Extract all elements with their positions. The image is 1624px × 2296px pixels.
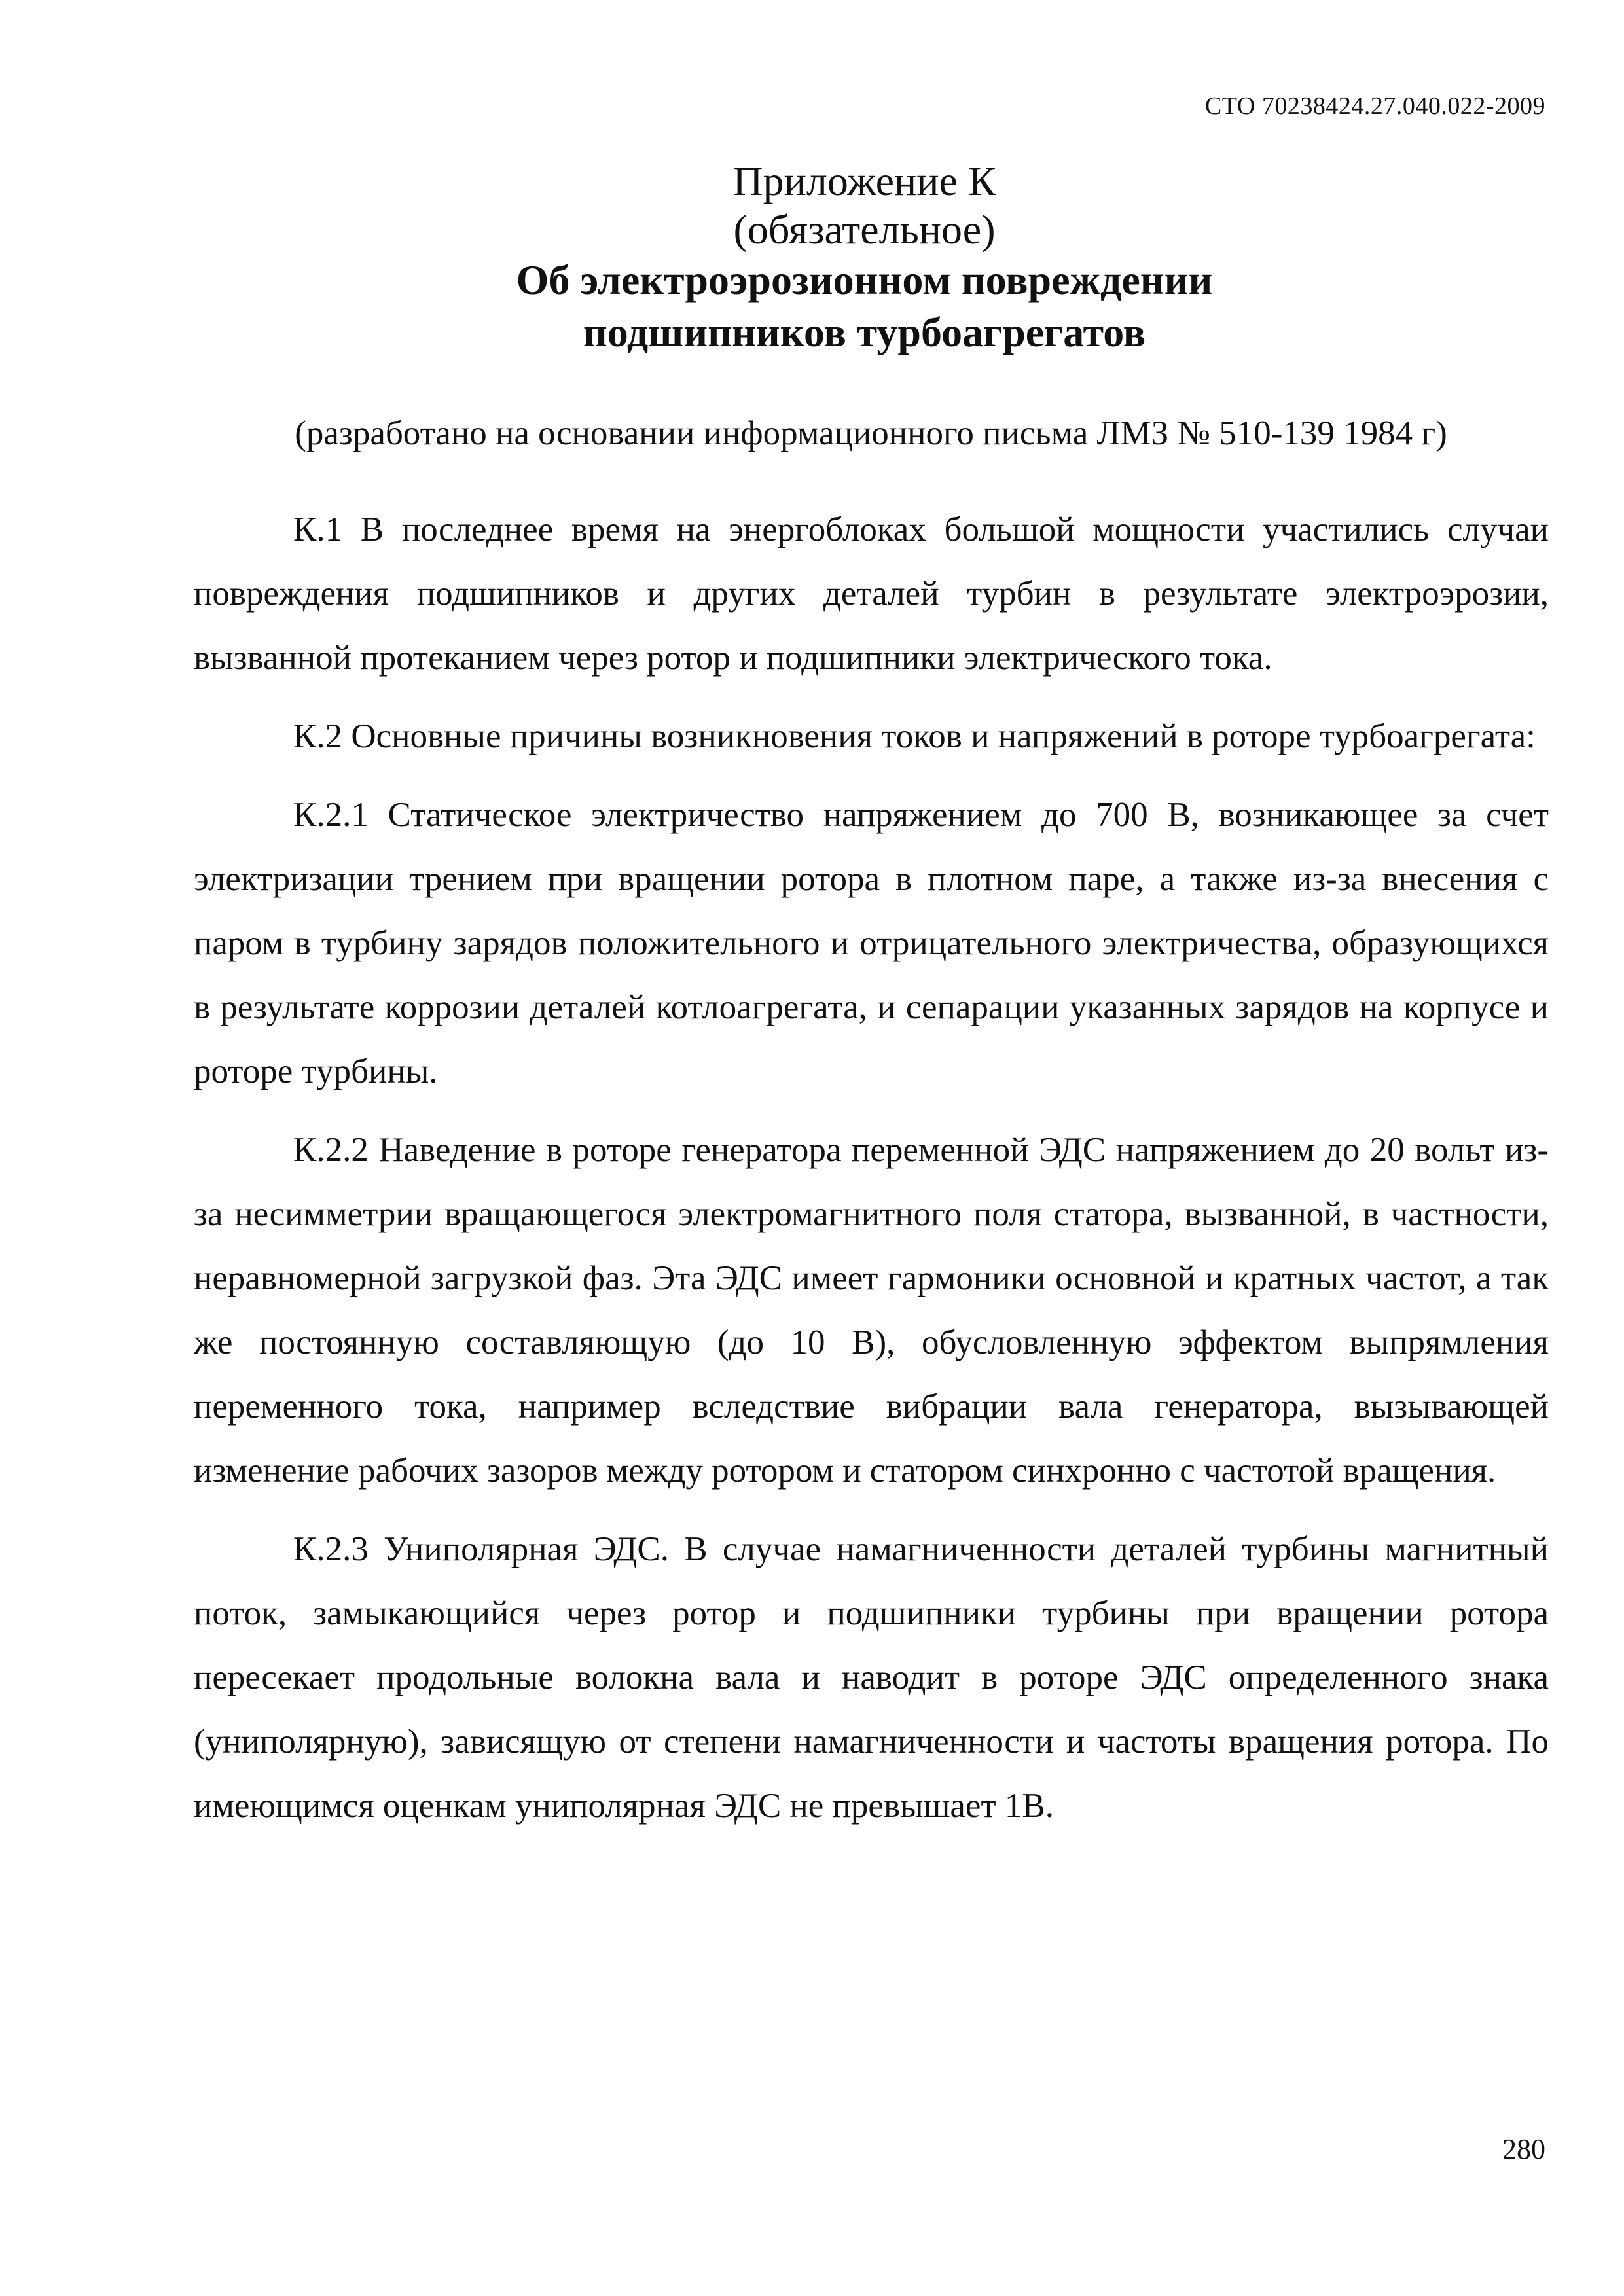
document-code: СТО 70238424.27.040.022-2009	[1204, 92, 1545, 120]
paragraph-k2-1: К.2.1 Статическое электричество напряжением до 700 В, возникающее за счет электризации трением при вращении ротора в плотном паре, а также из-за внесения с паром в турбину зарядов положительного и отрицательного электричества, образующихся в результате коррозии деталей котлоагрегата, и сепарации указанных зарядов на корпусе и роторе турбины.	[194, 796, 1549, 1090]
appendix-title	[0, 157, 1624, 359]
basis-note: (разработано на основании информационного письма ЛМЗ № 510-139 1984 г)	[295, 414, 1447, 452]
appendix-heading-line-1: Об электроэрозионном повреждении	[516, 257, 1213, 303]
appendix-heading-line-2: подшипников турбоагрегатов	[583, 309, 1146, 355]
paragraph-k2-3: К.2.3 Униполярная ЭДС. В случае намагниченности деталей турбины магнитный поток, замыкающийся через ротор и подшипники турбины при вращении ротора пересекает продольные волокна вала и наводит в роторе ЭДС определенного знака (униполярную), зависящую от степени намагниченности и частоты вращения ротора. По имеющимся оценкам униполярная ЭДС не превышает 1В.	[194, 1530, 1549, 1825]
paragraph-k2: К.2 Основные причины возникновения токов и напряжений в роторе турбоагрегата:	[293, 717, 1536, 755]
page-number: 280	[1502, 2133, 1545, 2165]
body-text	[194, 497, 1549, 1852]
appendix-status: (обязательное)	[733, 206, 996, 253]
paragraph-k1: К.1 В последнее время на энергоблоках большой мощности участились случаи повреждения подшипников и других деталей турбин в результате электроэрозии, вызванной протеканием через ротор и подшипники электрического тока.	[194, 511, 1549, 677]
appendix-label: Приложение К	[732, 158, 996, 204]
paragraph-k2-2: К.2.2 Наведение в роторе генератора переменной ЭДС напряжением до 20 вольт из-за несимметрии вращающегося электромагнитного поля статора, вызванной, в частности, неравномерной загрузкой фаз. Эта ЭДС имеет гармоники основной и кратных частот, а так же постоянную составляющую (до 10 В), обусловленную эффектом выпрямления переменного тока, например вследствие вибрации вала генератора, вызывающей изменение рабочих зазоров между ротором и статором синхронно с частотой вращения.	[194, 1131, 1549, 1490]
